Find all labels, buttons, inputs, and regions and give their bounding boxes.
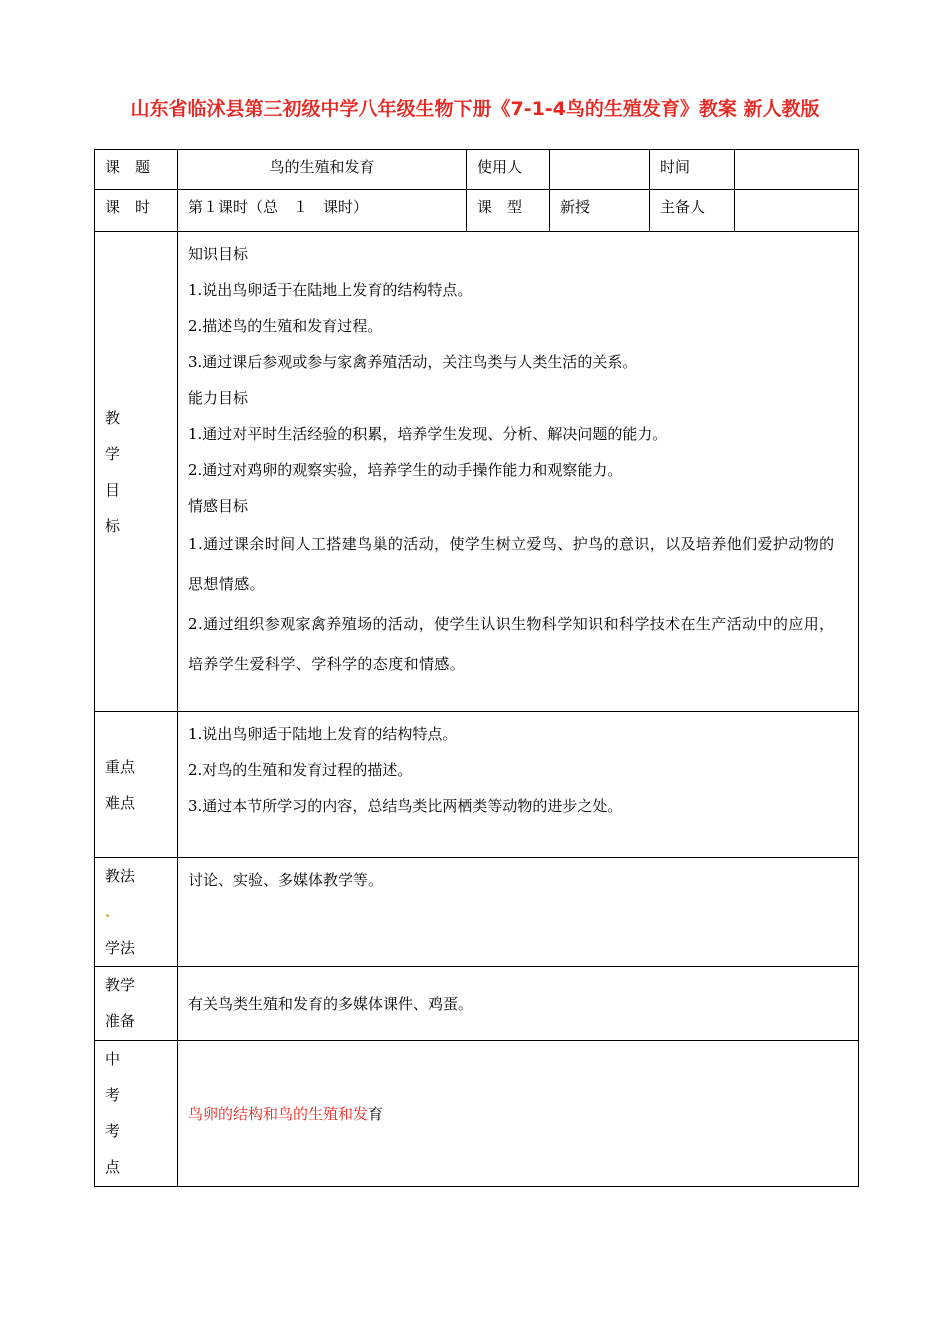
user-label: 使用人 bbox=[477, 158, 523, 176]
user-value bbox=[550, 150, 649, 156]
topic-label: 课 题 bbox=[105, 158, 151, 176]
objectives-row bbox=[95, 232, 859, 712]
methods-label bbox=[95, 858, 177, 966]
key-points-label bbox=[95, 749, 177, 821]
type-value: 新授 bbox=[560, 198, 591, 216]
document-title: 山东省临沭县第三初级中学八年级生物下册《7-1-4鸟的生殖发育》教案 新人教版 bbox=[130, 98, 820, 120]
exam-points-label-char: 中 bbox=[105, 1050, 121, 1068]
key-points-content-cell bbox=[178, 712, 859, 858]
emotion-item: 1.通过课余时间人工搭建鸟巢的活动，使学生树立爱鸟、护鸟的意识，以及培养他们爱护动物的思想情感。 bbox=[188, 535, 835, 593]
time-value-cell bbox=[735, 150, 859, 190]
preparation-content-cell bbox=[178, 967, 859, 1041]
time-label-cell bbox=[650, 150, 735, 190]
period-label: 课 时 bbox=[105, 198, 151, 216]
user-value-cell bbox=[550, 150, 650, 190]
type-label: 课 型 bbox=[477, 198, 523, 216]
preparation-label-cell bbox=[95, 967, 178, 1041]
methods-label-line: 学法 bbox=[105, 939, 136, 957]
objectives-label-char: 教 bbox=[105, 408, 121, 427]
key-point-item: 3.通过本节所学习的内容，总结鸟类比两栖类等动物的进步之处。 bbox=[188, 797, 623, 815]
exam-points-label-cell bbox=[95, 1041, 178, 1187]
topic-value-cell bbox=[178, 150, 467, 190]
knowledge-item: 1.说出鸟卵适于在陆地上发育的结构特点。 bbox=[188, 281, 473, 299]
topic-label-cell bbox=[95, 150, 178, 190]
objectives-label-char: 学 bbox=[105, 444, 121, 463]
author-label: 主备人 bbox=[660, 198, 706, 216]
user-label-cell bbox=[467, 150, 550, 190]
preparation-text: 有关鸟类生殖和发育的多媒体课件、鸡蛋。 bbox=[188, 994, 474, 1013]
objectives-content bbox=[178, 232, 858, 684]
preparation-row bbox=[95, 967, 859, 1041]
key-points-content bbox=[178, 712, 858, 824]
preparation-label-line: 教学 bbox=[105, 976, 136, 994]
lesson-plan-table bbox=[94, 149, 859, 1187]
author-value bbox=[735, 190, 858, 196]
key-points-label-line: 难点 bbox=[105, 793, 136, 812]
preparation-label-line: 准备 bbox=[105, 1012, 136, 1030]
ability-heading: 能力目标 bbox=[188, 389, 249, 407]
objectives-label-cell bbox=[95, 232, 178, 712]
objectives-label-char: 目 bbox=[105, 480, 121, 499]
objectives-label bbox=[95, 400, 177, 544]
author-label-cell bbox=[650, 190, 735, 232]
preparation-label bbox=[95, 967, 177, 1039]
exam-points-text bbox=[178, 1096, 858, 1132]
key-point-item: 2.对鸟的生殖和发育过程的描述。 bbox=[188, 761, 413, 779]
key-point-item: 1.说出鸟卵适于陆地上发育的结构特点。 bbox=[188, 725, 458, 743]
time-value bbox=[735, 150, 858, 156]
exam-points-content-cell bbox=[178, 1041, 859, 1187]
methods-text: 讨论、实验、多媒体教学等。 bbox=[188, 871, 384, 889]
period-value-cell bbox=[178, 190, 467, 232]
exam-points-row bbox=[95, 1041, 859, 1187]
methods-label-text: 教法 bbox=[105, 867, 136, 885]
period-value: 第１课时（总 １ 课时） bbox=[188, 198, 369, 216]
key-points-label-cell bbox=[95, 712, 178, 858]
period-label-cell bbox=[95, 190, 178, 232]
knowledge-item: 3.通过课后参观或参与家禽养殖活动，关注鸟类与人类生活的关系。 bbox=[188, 353, 638, 371]
methods-label-cell bbox=[95, 858, 178, 967]
emotion-heading: 情感目标 bbox=[188, 497, 249, 515]
topic-value: 鸟的生殖和发育 bbox=[269, 158, 375, 176]
methods-label-line bbox=[105, 858, 177, 930]
methods-content-cell bbox=[178, 858, 859, 967]
type-label-cell bbox=[467, 190, 550, 232]
exam-points-text-black: 育 bbox=[368, 1104, 384, 1123]
ability-item: 2.通过对鸡卵的观察实验，培养学生的动手操作能力和观察能力。 bbox=[188, 461, 623, 479]
exam-points-text-red: 鸟卵的结构和鸟的生殖和发 bbox=[188, 1104, 369, 1123]
knowledge-item: 2.描述鸟的生殖和发育过程。 bbox=[188, 317, 383, 335]
key-points-label-line: 重点 bbox=[105, 757, 136, 776]
ability-item: 1.通过对平时生活经验的积累，培养学生发现、分析、解决问题的能力。 bbox=[188, 425, 668, 443]
emotion-item: 2.通过组织参观家禽养殖场的活动，使学生认识生物科学知识和科学技术在生产活动中的应用，培养学生爱科学、学科学的态度和情感。 bbox=[188, 615, 835, 673]
exam-points-label-char: 考 bbox=[105, 1086, 121, 1104]
objectives-label-char: 标 bbox=[105, 516, 121, 535]
objectives-content-cell bbox=[178, 232, 859, 712]
knowledge-heading: 知识目标 bbox=[188, 245, 249, 263]
time-label: 时间 bbox=[660, 158, 691, 176]
header-row-topic bbox=[95, 150, 859, 190]
exam-points-label bbox=[95, 1041, 177, 1185]
methods-label-dot: . bbox=[105, 903, 111, 921]
exam-points-label-char: 点 bbox=[105, 1158, 121, 1176]
author-value-cell bbox=[735, 190, 859, 232]
exam-points-label-char: 考 bbox=[105, 1122, 121, 1140]
key-points-row bbox=[95, 712, 859, 858]
methods-row bbox=[95, 858, 859, 967]
type-value-cell bbox=[550, 190, 650, 232]
header-row-period bbox=[95, 190, 859, 232]
